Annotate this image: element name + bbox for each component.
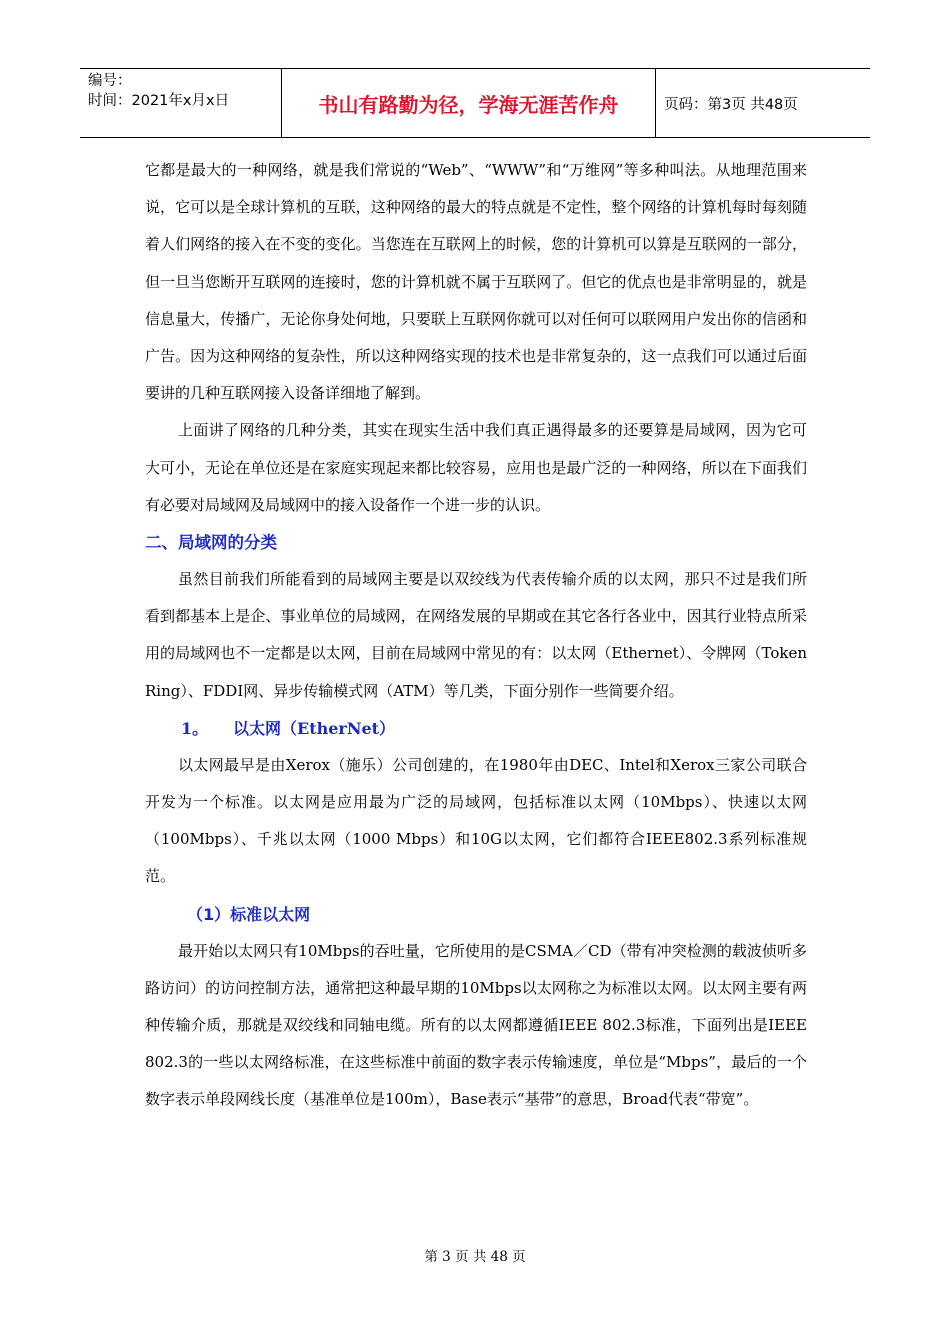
- paragraph-internet: 它都是最大的一种网络，就是我们常说的“Web”、“WWW”和“万维网”等多种叫法。从地理范围来说，它可以是全球计算机的互联，这种网络的最大的特点就是不定性，整个网络的计算机每时每刻随着人们网络的接入在不变的变化。当您连在互联网上的时候，您的计算机可以算是互联网的一部分，但一旦当您断开互联网的连接时，您的计算机就不属于互联网了。但它的优点也是非常明显的，就是信息量大，传播广，无论你身处何地，只要联上互联网你就可以对任何可以联网用户发出你的信函和广告。因为这种网络的复杂性，所以这种网络实现的技术也是非常复杂的，这一点我们可以通过后面要讲的几种互联网接入设备详细地了解到。: [145, 161, 807, 403]
- paragraph-ethernet: 以太网最早是由Xerox（施乐）公司创建的，在1980年由DEC、Intel和Xerox三家公司联合开发为一个标准。以太网是应用最为广泛的局域网，包括标准以太网（10Mbps）、快速以太网（100Mbps）、千兆以太网（1000 Mbps）和10G以太网，它们都符合IEEE802.3系列标准规范。: [145, 755, 807, 886]
- number-label: 编号：: [88, 73, 132, 89]
- time-label: 时间：2021年x月x日: [88, 93, 230, 109]
- page-footer: 第 3 页 共 48 页: [424, 1249, 526, 1265]
- page-header: [80, 68, 870, 138]
- paragraph-lan-intro: 上面讲了网络的几种分类，其实在现实生活中我们真正遇得最多的还要算是局域网，因为它可大可小，无论在单位还是在家庭实现起来都比较容易，应用也是最广泛的一种网络，所以在下面我们有必要对局域网及局域网中的接入设备作一个进一步的认识。: [145, 421, 807, 514]
- header-page-info: 页码：第3页 共48页: [664, 96, 798, 113]
- subsection-title: 以太网（EtherNet）: [233, 718, 396, 738]
- paragraph-standard-ethernet: 最开始以太网只有10Mbps的吞吐量，它所使用的是CSMA／CD（带有冲突检测的载波侦听多路访问）的访问控制方法，通常把这种最早期的10Mbps以太网称之为标准以太网。以太网主要有两种传输介质，那就是双绞线和同轴电缆。所有的以太网都遵循IEEE 802.3标准，下面列出是IEEE 802.3的一些以太网络标准，在这些标准中前面的数字表示传输速度，单位是“Mbps”，最后的一个数字表示单段网线长度（基准单位是100m），Base表示“基带”的意思，Broad代表“带宽”。: [145, 941, 807, 1109]
- paragraph-lan-types: 虽然目前我们所能看到的局域网主要是以双绞线为代表传输介质的以太网，那只不过是我们所看到都基本上是企、事业单位的局域网，在网络发展的早期或在其它各行各业中，因其行业特点所采用的局域网也不一定都是以太网，目前在局域网中常见的有：以太网（Ethernet）、令牌网（Token Ring）、FDDI网、异步传输模式网（ATM）等几类，下面分别作一些简要介绍。: [145, 570, 807, 700]
- header-motto: 书山有路勤为径，学海无涯苦作舟: [282, 69, 656, 137]
- subsubsection-heading-standard-ethernet: （1）标准以太网: [187, 904, 311, 924]
- subsection-heading-ethernet: [145, 710, 807, 747]
- document-body: [145, 152, 807, 1119]
- header-meta: [80, 69, 282, 137]
- subsection-number: 1。: [181, 718, 209, 738]
- section-heading-lan-types: 二、局域网的分类: [145, 533, 277, 553]
